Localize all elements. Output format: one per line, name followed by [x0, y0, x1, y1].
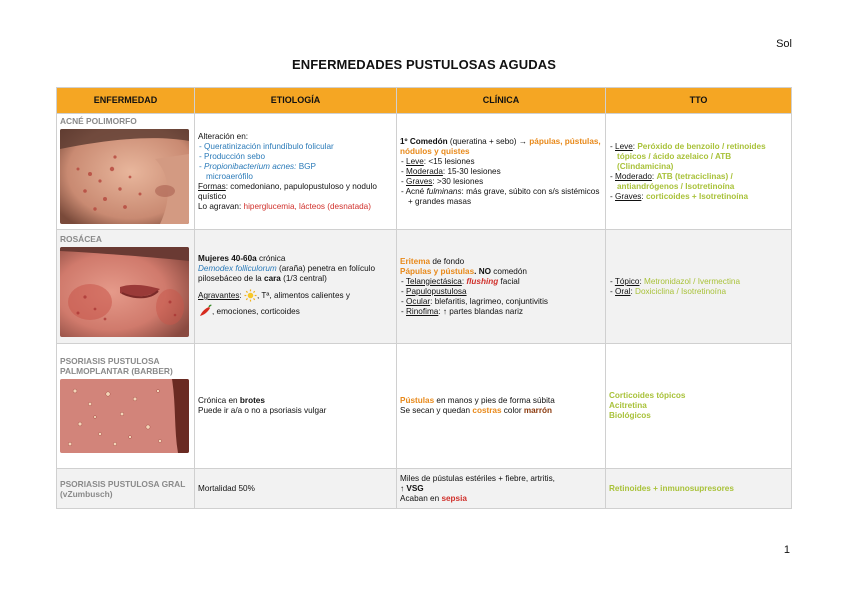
- clin-item: - Rinofima: ↑ partes blandas nariz: [401, 306, 523, 316]
- clin-item: - Moderada: 15-30 lesiones: [401, 166, 501, 176]
- treatment-cell: [606, 344, 792, 469]
- clin-item-text: flushing: [466, 276, 499, 286]
- clin-item: - Acné fulminans: más grave, súbito con s/s sistémicos + grandes masas: [401, 186, 600, 206]
- etio-text: :: [239, 291, 244, 300]
- clin-text: Pápulas y pústulas: [400, 266, 475, 276]
- etio-text: Crónica en: [198, 396, 240, 406]
- table-row-rosacea: [57, 230, 792, 344]
- clin-text: Pústulas: [400, 396, 435, 406]
- clin-text: en manos y pies de forma súbita: [434, 396, 555, 406]
- etio-item-text: Queratinización infundíbulo folicular: [204, 141, 334, 151]
- etiology-cell: [195, 469, 397, 509]
- clinic-cell: [397, 344, 606, 469]
- etio-text: crónica: [256, 254, 286, 263]
- tto-item-label: Oral: [615, 286, 631, 296]
- table-row-psoriasis-generalizada: [57, 469, 792, 509]
- clin-text: Miles de pústulas estériles + fiebre, artritis,: [400, 473, 555, 483]
- col-header-clinica: CLÍNICA: [397, 88, 606, 114]
- agravantes-label: Agravantes: [198, 291, 240, 300]
- clinic-cell: [397, 114, 606, 230]
- diseases-table: [56, 87, 792, 509]
- clin-item-text: : más grave, súbito con s/s sistémicos + grandes masas: [408, 186, 600, 206]
- tto-item-label: Graves: [615, 191, 642, 201]
- clin-text: Acaban en: [400, 493, 442, 503]
- clin-item-label: Papulopustulosa: [406, 286, 467, 296]
- disease-name: ACNÉ POLIMORFO: [60, 116, 137, 126]
- clin-item-text: facial: [498, 276, 520, 286]
- clin-item-label: Rinofima: [406, 306, 439, 316]
- clinic-cell: [397, 469, 606, 509]
- clin-text: color: [501, 406, 524, 416]
- clin-item-label: Ocular: [406, 296, 431, 306]
- etio-item-text: Producción sebo: [204, 151, 266, 161]
- clin-text: comedón: [491, 266, 527, 276]
- etio-item-text: Propionibacterium acnes:: [204, 161, 297, 171]
- clin-item-text: Acné: [405, 186, 427, 196]
- tto-item-text: Peróxido de benzoilo / retinoides tópicos / ácido azelaico / ATB (Clindamicina): [617, 141, 766, 171]
- agravan-label: Lo agravan:: [198, 201, 244, 211]
- clin-text: Eritema: [400, 256, 431, 266]
- clin-text: marrón: [523, 406, 553, 416]
- clin-text: costras: [472, 406, 502, 416]
- treatment-cell: [606, 230, 792, 344]
- page-title: ENFERMEDADES PUSTULOSAS AGUDAS: [292, 57, 556, 72]
- clin-text: de fondo: [430, 256, 465, 266]
- agravan-text: hiperglucemia, lácteos (desnatada): [243, 201, 371, 211]
- etio-item-text: BGP: [298, 161, 316, 171]
- tto-item: Biológicos: [609, 411, 651, 421]
- tto-item: Retinoides + inmunosupresores: [609, 483, 734, 493]
- etio-text: , emociones, corticoides: [212, 306, 300, 316]
- clin-item-text: : blefaritis, lagrimeo, conjuntivitis: [430, 296, 548, 306]
- clin-item-text: : <15 lesiones: [423, 156, 475, 166]
- disease-cell: [57, 469, 195, 509]
- treatment-cell: [606, 469, 792, 509]
- formas-text: : comedoniano, papulopustuloso y nodulo quístico: [198, 181, 377, 201]
- tto-item: - Leve: Peróxido de benzoilo / retinoides tópicos / ácido azelaico / ATB (Clindamicina): [610, 141, 766, 171]
- etiology-cell: [195, 114, 397, 230]
- clin-item-text: : ↑ partes blandas nariz: [438, 306, 523, 316]
- clin-item-label: Graves: [406, 176, 433, 186]
- sun-icon: [244, 289, 257, 302]
- rosacea-face-photo: [60, 247, 189, 337]
- clinic-cell: [397, 230, 606, 344]
- tto-item-label: Moderado: [615, 171, 652, 181]
- clin-text: 1º Comedón: [400, 136, 448, 146]
- formas-label: Formas: [198, 181, 226, 191]
- disease-name: ROSÁCEA: [60, 233, 102, 244]
- tto-item: Acitretina: [609, 401, 647, 411]
- etio-text: , Tª, alimentos calientes y: [256, 291, 350, 300]
- tto-item: - Oral: Doxiciclina / Isotretinoína: [610, 286, 727, 296]
- clin-item-label: Leve: [406, 156, 424, 166]
- etio-text: Mujeres 40-60a: [198, 254, 257, 263]
- clin-text: sepsia: [441, 493, 467, 503]
- clin-item: - Leve: <15 lesiones: [401, 156, 475, 166]
- clin-item-text: :: [461, 276, 467, 286]
- etio-item: microaerófilo: [206, 171, 253, 181]
- page-number: 1: [783, 544, 790, 556]
- disease-cell: [57, 230, 195, 344]
- etio-text: (1/3 central): [280, 274, 327, 283]
- treatment-cell: [606, 114, 792, 230]
- col-header-etiologia: ETIOLOGÍA: [195, 88, 397, 114]
- clin-item-text: : >30 lesiones: [432, 176, 484, 186]
- disease-name: PSORIASIS PUSTULOSA PALMOPLANTAR (BARBER): [60, 356, 173, 377]
- etio-item: - Propionibacterium acnes: BGP: [199, 161, 316, 171]
- clin-item: - Graves: >30 lesiones: [401, 176, 484, 186]
- etio-text: Demodex folliculorum: [198, 264, 277, 273]
- tto-item: - Tópico: Metronidazol / Ivermectina: [610, 276, 741, 286]
- tto-item-text: corticoides + Isotretinoína: [645, 191, 749, 201]
- disease-cell: [57, 114, 195, 230]
- etio-text: cara: [264, 274, 281, 283]
- clin-text: ↑ VSG: [400, 483, 424, 493]
- palmoplantar-skin-photo: [60, 379, 189, 453]
- col-header-tto: TTO: [606, 88, 792, 114]
- clin-item: - Telangiectásica: flushing facial: [401, 276, 520, 286]
- col-header-enfermedad: ENFERMEDAD: [57, 88, 195, 114]
- tto-item-text: Doxiciclina / Isotretinoína: [635, 286, 727, 296]
- etio-item: - Queratinización infundíbulo folicular: [199, 141, 334, 151]
- clin-item-label: Telangiectásica: [405, 276, 462, 286]
- clin-text: . NO: [474, 266, 492, 276]
- clin-text: (queratina + sebo) →: [447, 136, 530, 146]
- clin-text: Se secan y quedan: [400, 406, 473, 416]
- tto-item-text: ATB (tetraciclinas) / antiandrógenos / Isotretinoína: [617, 171, 735, 191]
- clin-text: pápulas, pústulas, nódulos y quistes: [400, 136, 601, 156]
- clin-item: - Papulopustulosa: [401, 286, 467, 296]
- clin-item-label: Moderada: [406, 166, 443, 176]
- etiology-cell: [195, 230, 397, 344]
- table-header-row: [57, 88, 792, 114]
- etiology-cell: [195, 344, 397, 469]
- etio-text: Mortalidad 50%: [198, 483, 255, 493]
- tto-item: - Moderado: ATB (tetraciclinas) / antiandrógenos / Isotretinoína: [610, 171, 735, 191]
- disease-name: PSORIASIS PUSTULOSA GRAL (vZumbusch): [60, 478, 186, 499]
- etio-text: brotes: [239, 396, 265, 406]
- etio-text: (araña) penetra en folículo pilosebáceo de la: [198, 264, 376, 283]
- disease-cell: [57, 344, 195, 469]
- chili-pepper-icon: [198, 304, 212, 318]
- author-label: Sol: [776, 38, 792, 50]
- tto-item-label: Leve: [615, 141, 633, 151]
- acne-face-photo: [60, 129, 189, 224]
- tto-item: - Graves: corticoides + Isotretinoína: [610, 191, 749, 201]
- etio-intro: Alteración en:: [198, 131, 249, 141]
- table-row-acne: [57, 114, 792, 230]
- table-row-psoriasis-palmoplantar: [57, 344, 792, 469]
- tto-item: Corticoides tópicos: [609, 391, 686, 401]
- clin-item: - Ocular: blefaritis, lagrimeo, conjuntivitis: [401, 296, 548, 306]
- clin-item-text: fulminans: [426, 186, 462, 196]
- etio-item: - Producción sebo: [199, 151, 266, 161]
- tto-item-label: Tópico: [614, 276, 640, 286]
- clin-item-text: : 15-30 lesiones: [442, 166, 501, 176]
- tto-item-text: Metronidazol / Ivermectina: [644, 276, 741, 286]
- etio-text: Puede ir a/a o no a psoriasis vulgar: [198, 406, 327, 416]
